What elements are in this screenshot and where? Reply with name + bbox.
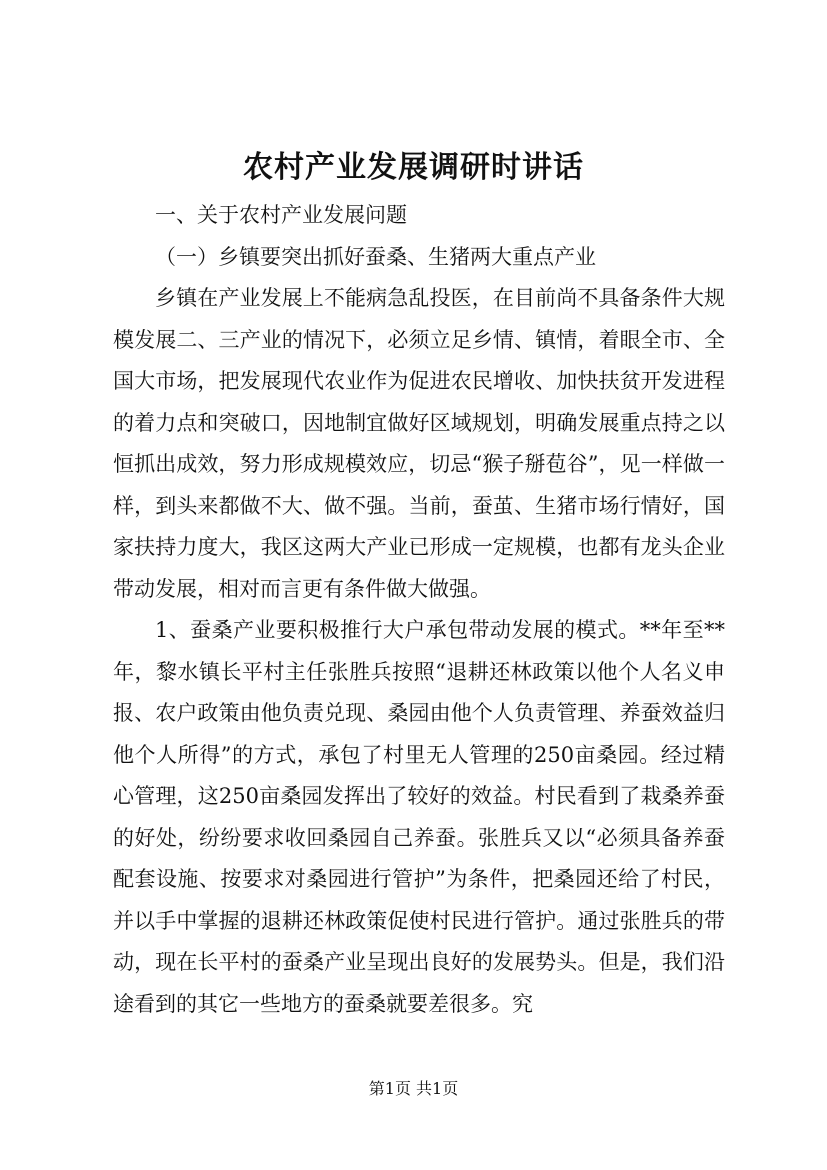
document-body: [113, 195, 725, 1025]
document-title: 农村产业发展调研时讲话: [243, 150, 584, 185]
subsection-heading: （一）乡镇要突出抓好蚕桑、生猪两大重点产业: [155, 244, 596, 269]
body-paragraph: 乡镇在产业发展上不能病急乱投医，在目前尚不具备条件大规模发展二、三产业的情况下，必须立足乡情、镇情，着眼全市、全国大市场，把发展现代农业作为促进农民增收、加快扶贫开发进程的着力点和突破口，因地制宜做好区域规划，明确发展重点持之以恒抓出成效，努力形成规模效应，切忌“猴子掰苞谷”，见一样做一样，到头来都做不大、做不强。当前，蚕茧、生猪市场行情好，国家扶持力度大，我区这两大产业已形成一定规模，也都有龙头企业带动发展，相对而言更有条件做大做强。: [113, 286, 725, 601]
body-paragraph: 1、蚕桑产业要积极推行大户承包带动发展的模式。**年至**年，黎水镇长平村主任张胜兵按照“退耕还林政策以他个人名义申报、农户政策由他负责兑现、桑园由他个人负责管理、养蚕效益归他个人所得”的方式，承包了村里无人管理的250亩桑园。经过精心管理，这250亩桑园发挥出了较好的效益。村民看到了栽桑养蚕的好处，纷纷要求收回桑园自己养蚕。张胜兵又以“必须具备养蚕配套设施、按要求对桑园进行管护”为条件，把桑园还给了村民，并以手中掌握的退耕还林政策促使村民进行管护。通过张胜兵的带动，现在长平村的蚕桑产业呈现出良好的发展势头。但是，我们沿途看到的其它一些地方的蚕桑就要差很多。究: [113, 618, 725, 1016]
section-heading: 一、关于农村产业发展问题: [155, 203, 407, 227]
page-footer: 第1页 共1页: [368, 1079, 459, 1098]
